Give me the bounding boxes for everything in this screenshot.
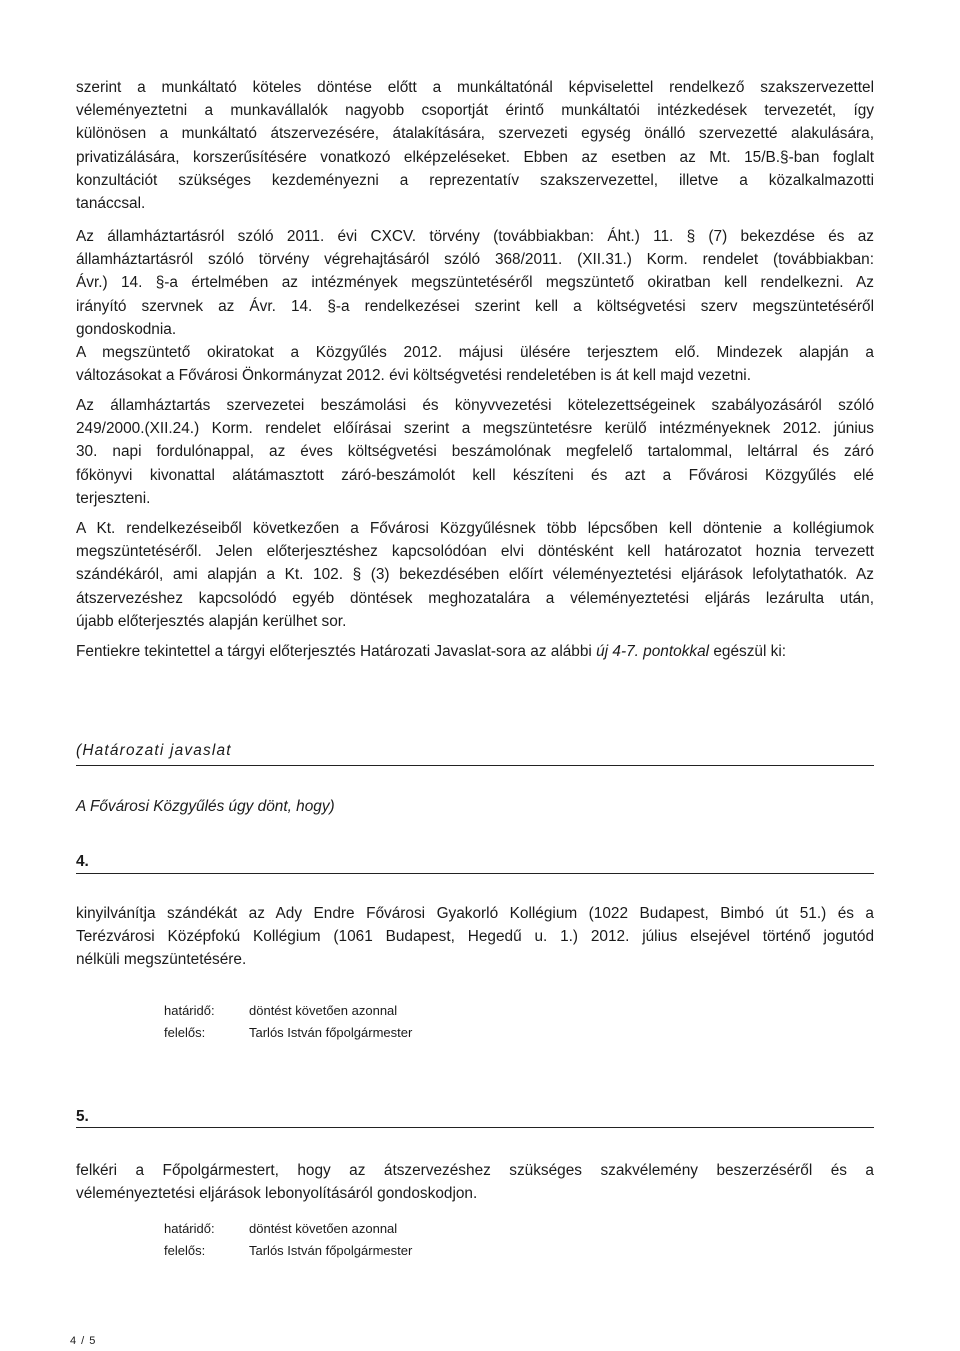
point-5-number: 5. xyxy=(76,1108,89,1125)
paragraph-reporting-obligations: Az államháztartás szervezetei beszámolási és könyvvezetési kötelezettségeinek szabályozásáról szóló 249/2000.(XII.24.) Korm. rendelet előírásai szerint a megszüntetésre kerülő intézményeknek 2012. június 30. napi fordulónappal, az éves költségvetési beszámolónak megfelelő tartalommal, leltárral és záró főkönyvi kivonattal alátámasztott záró-beszámolót kell készíteni és azt a Fővárosi Közgyűlés elé terjeszteni. xyxy=(76,397,874,507)
paragraph-consultation: szerint a munkáltató köteles döntése előtt a munkáltatónál képviselettel rendelkező szakszervezettel véleményeztetni a munkavállalók nagyobb csoportját érintő munkáltatói intézkedések tervezetét, így különösen a munkáltató átszervezésére, átalakítására, szervezeti egység önálló szervezetté alakulására, privatizálására, korszerűsítésére vonatkozó elképzeléseket. Ebben az esetben az Mt. 15/B.§-ban foglalt konzultációt szükséges kezdeményezni a reprezentatív szakszervezettel, illetve a közalkalmazotti tanáccsal. xyxy=(76,79,874,213)
point-4-text: kinyilvánítja szándékát az Ady Endre Fővárosi Gyakorló Kollégium (1022 Budapest, Bimbó út 51.) és a Terézvárosi Középfokú Kollégium (1061 Budapest, Hegedű u. 1.) 2012. július elsejével történő jogutód nélküli megszüntetésére. xyxy=(76,905,874,969)
point-5-meta: határidő: döntést követően azonnal felelős: Tarlós István főpolgármester xyxy=(164,1221,413,1258)
assembly-decides-line: A Fővárosi Közgyűlés úgy dönt, hogy) xyxy=(76,798,335,815)
point-5-text: felkéri a Főpolgármestert, hogy az átszervezéshez szükséges szakvélemény beszerzéséről és a véleményeztetési eljárások lebonyolításáról gondoskodjon. xyxy=(76,1162,874,1203)
resolution-divider xyxy=(76,765,874,766)
point-4-meta: határidő: döntést követően azonnal felelős: Tarlós István főpolgármester xyxy=(164,1003,413,1040)
resolution-heading: (Határozati javaslat xyxy=(76,742,232,759)
point-4-divider xyxy=(76,873,874,874)
paragraph-public-finance-act: Az államháztartásról szóló 2011. évi CXCV. törvény (továbbiakban: Áht.) 11. § (7) bekezdése és az államháztartásról szóló törvény végrehajtásáról szóló 368/2011. (XII.31.) Korm. rendelet (továbbiakban: Ávr.) 14. §-a értelmében az intézmények megszüntetéséről megszüntető okiratban kell rendelkezni. Az irányító szervnek az Ávr. 14. §-a rendelkezései szerint kell a költségvetési szerv megszüntetéséről gondoskodnia. A megszüntető okiratokat a Közgyűlés 2012. májusi ülésére terjesztem elő. Mindezek alapján a változásokat a Fővárosi Önkormányzat 2012. évi költségvetési rendeletében is át kell majd vezetni. xyxy=(76,228,874,385)
paragraph-multistep-decision: A Kt. rendelkezéseiből következően a Fővárosi Közgyűlésnek több lépcsőben kell döntenie a kollégiumok megszüntetéséről. Jelen előterjesztéshez kapcsolódóan elvi döntésként kell határozatot hoznia tervezett szándékáról, ami alapján a Kt. 102. § (3) bekezdésében előírt véleményeztetési eljárások lefolytathatók. Az átszervezéshez kapcsolódó egyéb döntések meghozatalára a véleményeztetési eljárás lezárulta után, újabb előterjesztés alapján kerülhet sor. xyxy=(76,520,874,630)
point-5-divider xyxy=(76,1127,874,1128)
paragraph-amendment-intro: Fentiekre tekintettel a tárgyi előterjesztés Határozati Javaslat-sora az alábbi új 4-7. pontokkal egészül ki: xyxy=(76,643,787,660)
page-number: 4 / 5 xyxy=(70,1335,97,1347)
point-4-number: 4. xyxy=(76,853,89,870)
